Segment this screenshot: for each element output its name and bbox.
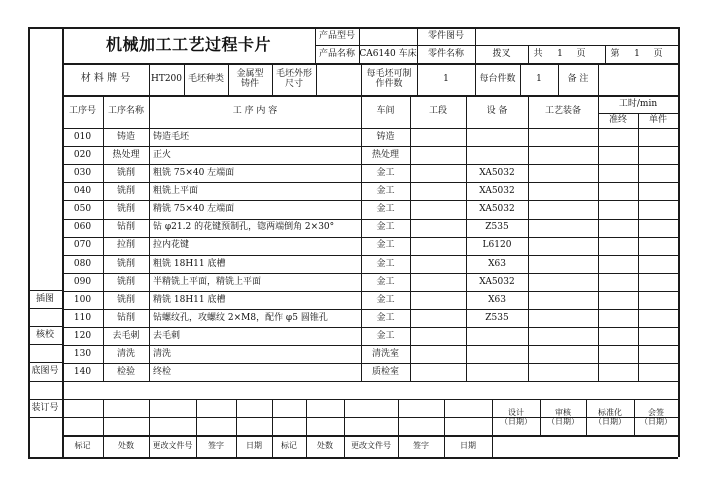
op-name: 拉削 [116, 240, 135, 251]
col-workshop: 车间 [376, 106, 395, 117]
op-no: 010 [73, 131, 92, 142]
grid-line [62, 381, 678, 382]
page-value[interactable]: 1 [634, 48, 640, 59]
op-name: 去毛刺 [112, 330, 140, 341]
signoff-review: 审核 （日期） [547, 407, 579, 426]
op-equipment: X63 [488, 294, 506, 305]
blank-type-value[interactable]: 金属型 铸件 [236, 68, 264, 89]
footer-sign-1: 签字 [208, 441, 224, 451]
op-equipment: L6120 [482, 240, 512, 251]
grid-line [28, 381, 62, 382]
op-content: 拉内花键 [153, 240, 190, 251]
op-no: 120 [73, 330, 92, 341]
footer-count-2: 处数 [317, 441, 333, 451]
op-name: 钻削 [116, 312, 135, 323]
op-workshop: 金工 [376, 258, 395, 269]
op-name: 清洗 [116, 349, 135, 360]
op-name: 检验 [116, 367, 135, 378]
remark-value[interactable] [598, 63, 678, 95]
page-prefix: 第 [610, 48, 620, 59]
total-pages-prefix: 共 [533, 48, 543, 59]
footer-docno-1: 更改文件号 [152, 441, 193, 451]
op-equipment: XA5032 [479, 276, 515, 287]
col-op-no: 工序号 [68, 106, 96, 117]
grid-line [28, 457, 678, 459]
per-blank-label: 每毛坯可制 作件数 [366, 68, 412, 89]
grid-line [149, 95, 150, 381]
col-content: 工 序 内 容 [232, 106, 278, 117]
part-drawing-value[interactable] [475, 27, 678, 45]
col-tooling: 工艺装备 [544, 106, 581, 117]
blank-size-label: 毛坯外形 尺寸 [275, 68, 312, 89]
op-name: 热处理 [112, 149, 140, 160]
grid-line [638, 113, 639, 381]
part-name-label: 零件名称 [427, 48, 464, 59]
op-workshop: 热处理 [371, 149, 399, 160]
op-content: 终检 [153, 367, 172, 378]
op-equipment [466, 363, 528, 381]
op-equipment [466, 345, 528, 363]
op-name: 铣削 [116, 294, 135, 305]
op-content: 铸造毛坯 [153, 131, 190, 142]
op-workshop: 质检室 [371, 367, 399, 378]
op-content: 粗铣上平面 [153, 186, 199, 197]
op-equipment: X63 [488, 258, 506, 269]
op-no: 020 [73, 149, 92, 160]
grid-line [678, 27, 680, 457]
footer-mark-2: 标记 [281, 441, 297, 451]
card-title: 机械加工工艺过程卡片 [105, 34, 271, 54]
blank-type-label: 毛坯种类 [187, 73, 224, 84]
side-label-drawing: 插图 [35, 293, 54, 304]
footer-docno-2: 更改文件号 [351, 441, 391, 451]
grid-line [598, 95, 599, 381]
op-equipment [466, 146, 528, 164]
side-label-base-no: 底图号 [31, 365, 59, 376]
product-name-value[interactable]: CA6140 车床 [359, 48, 417, 59]
op-workshop: 金工 [376, 222, 395, 233]
op-content: 半精铣上平面，精铣上平面 [153, 276, 262, 287]
op-no: 130 [73, 349, 92, 360]
grid-line [28, 417, 62, 418]
op-name: 铣削 [116, 204, 135, 215]
col-section: 工段 [428, 106, 447, 117]
per-unit-label: 每台件数 [479, 73, 516, 84]
op-name: 铣削 [116, 258, 135, 269]
signoff-countersign: 会签 （日期） [640, 407, 672, 426]
grid-line [28, 308, 62, 309]
op-no: 030 [73, 168, 92, 179]
side-label-proofread: 核校 [35, 329, 54, 340]
op-content: 清洗 [153, 349, 172, 360]
op-workshop: 金工 [376, 312, 395, 323]
product-name-label: 产品名称 [318, 48, 355, 59]
op-content: 钻螺纹孔，攻螺纹 2×M8，配作 φ5 圆锥孔 [153, 312, 328, 323]
material-grade-value[interactable]: HT200 [150, 73, 183, 84]
op-equipment: XA5032 [479, 186, 515, 197]
op-no: 110 [73, 312, 92, 323]
op-workshop: 金工 [376, 330, 395, 341]
op-equipment: Z535 [485, 312, 509, 323]
footer-mark-1: 标记 [74, 441, 91, 451]
op-no: 080 [73, 258, 92, 269]
col-time: 工时/min [618, 98, 658, 109]
op-name: 钻削 [116, 222, 135, 233]
op-content: 钻 φ21.2 的花键预制孔，锪两端倒角 2×30° [153, 222, 335, 233]
product-model-value[interactable] [359, 27, 417, 45]
op-no: 070 [73, 240, 92, 251]
total-pages-value[interactable]: 1 [557, 48, 563, 59]
op-name: 铣削 [116, 168, 135, 179]
op-workshop: 金工 [376, 204, 395, 215]
op-no: 050 [73, 204, 92, 215]
total-pages-suffix: 页 [576, 48, 586, 59]
grid-line [28, 344, 62, 345]
op-no: 090 [73, 276, 92, 287]
col-unit-time: 单件 [648, 115, 667, 126]
op-workshop: 金工 [376, 240, 395, 251]
op-content: 正火 [153, 149, 172, 160]
op-content: 粗铣 75×40 左端面 [153, 168, 235, 179]
op-no: 060 [73, 222, 92, 233]
op-equipment [466, 128, 528, 146]
op-equipment: Z535 [485, 222, 509, 233]
op-content: 去毛刺 [153, 330, 181, 341]
op-equipment: XA5032 [479, 204, 515, 215]
col-op-name: 工序名称 [107, 106, 144, 117]
op-no: 140 [73, 367, 92, 378]
part-name-value[interactable]: 拨叉 [492, 48, 511, 59]
op-workshop: 清洗室 [371, 349, 399, 360]
signoff-design: 设计 （日期） [500, 407, 532, 426]
part-drawing-label: 零件图号 [427, 30, 464, 41]
col-prep-time: 准终 [608, 115, 627, 126]
op-workshop: 铸造 [376, 131, 395, 142]
per-blank-value[interactable]: 1 [443, 73, 449, 84]
signoff-standard: 标准化 （日期） [594, 407, 626, 426]
op-name: 铣削 [116, 186, 135, 197]
op-equipment: XA5032 [479, 168, 515, 179]
op-content: 粗铣 18H11 底槽 [153, 258, 226, 269]
product-model-label: 产品型号 [318, 30, 355, 41]
footer-sign-2: 签字 [413, 441, 429, 451]
op-no: 100 [73, 294, 92, 305]
footer-date-1: 日期 [246, 441, 262, 451]
grid-line [528, 95, 529, 381]
op-workshop: 金工 [376, 168, 395, 179]
op-workshop: 金工 [376, 186, 395, 197]
footer-date-2: 日期 [460, 441, 476, 451]
footer-count-1: 处数 [118, 441, 134, 451]
op-workshop: 金工 [376, 276, 395, 287]
remark-label: 备 注 [567, 73, 589, 84]
op-content: 精铣 18H11 底槽 [153, 294, 226, 305]
grid-line [410, 95, 411, 381]
per-unit-value[interactable]: 1 [536, 73, 542, 84]
blank-size-value[interactable] [316, 63, 361, 95]
op-equipment [466, 327, 528, 345]
side-label-binding-no: 装订号 [31, 402, 59, 413]
page-suffix: 页 [653, 48, 663, 59]
col-equipment: 设 备 [486, 106, 508, 117]
grid-line [28, 27, 30, 457]
op-no: 040 [73, 186, 92, 197]
op-name: 铸造 [116, 131, 135, 142]
material-grade-label: 材 料 牌 号 [80, 73, 131, 85]
op-workshop: 金工 [376, 294, 395, 305]
op-name: 铣削 [116, 276, 135, 287]
op-content: 精铣 75×40 左端面 [153, 204, 235, 215]
